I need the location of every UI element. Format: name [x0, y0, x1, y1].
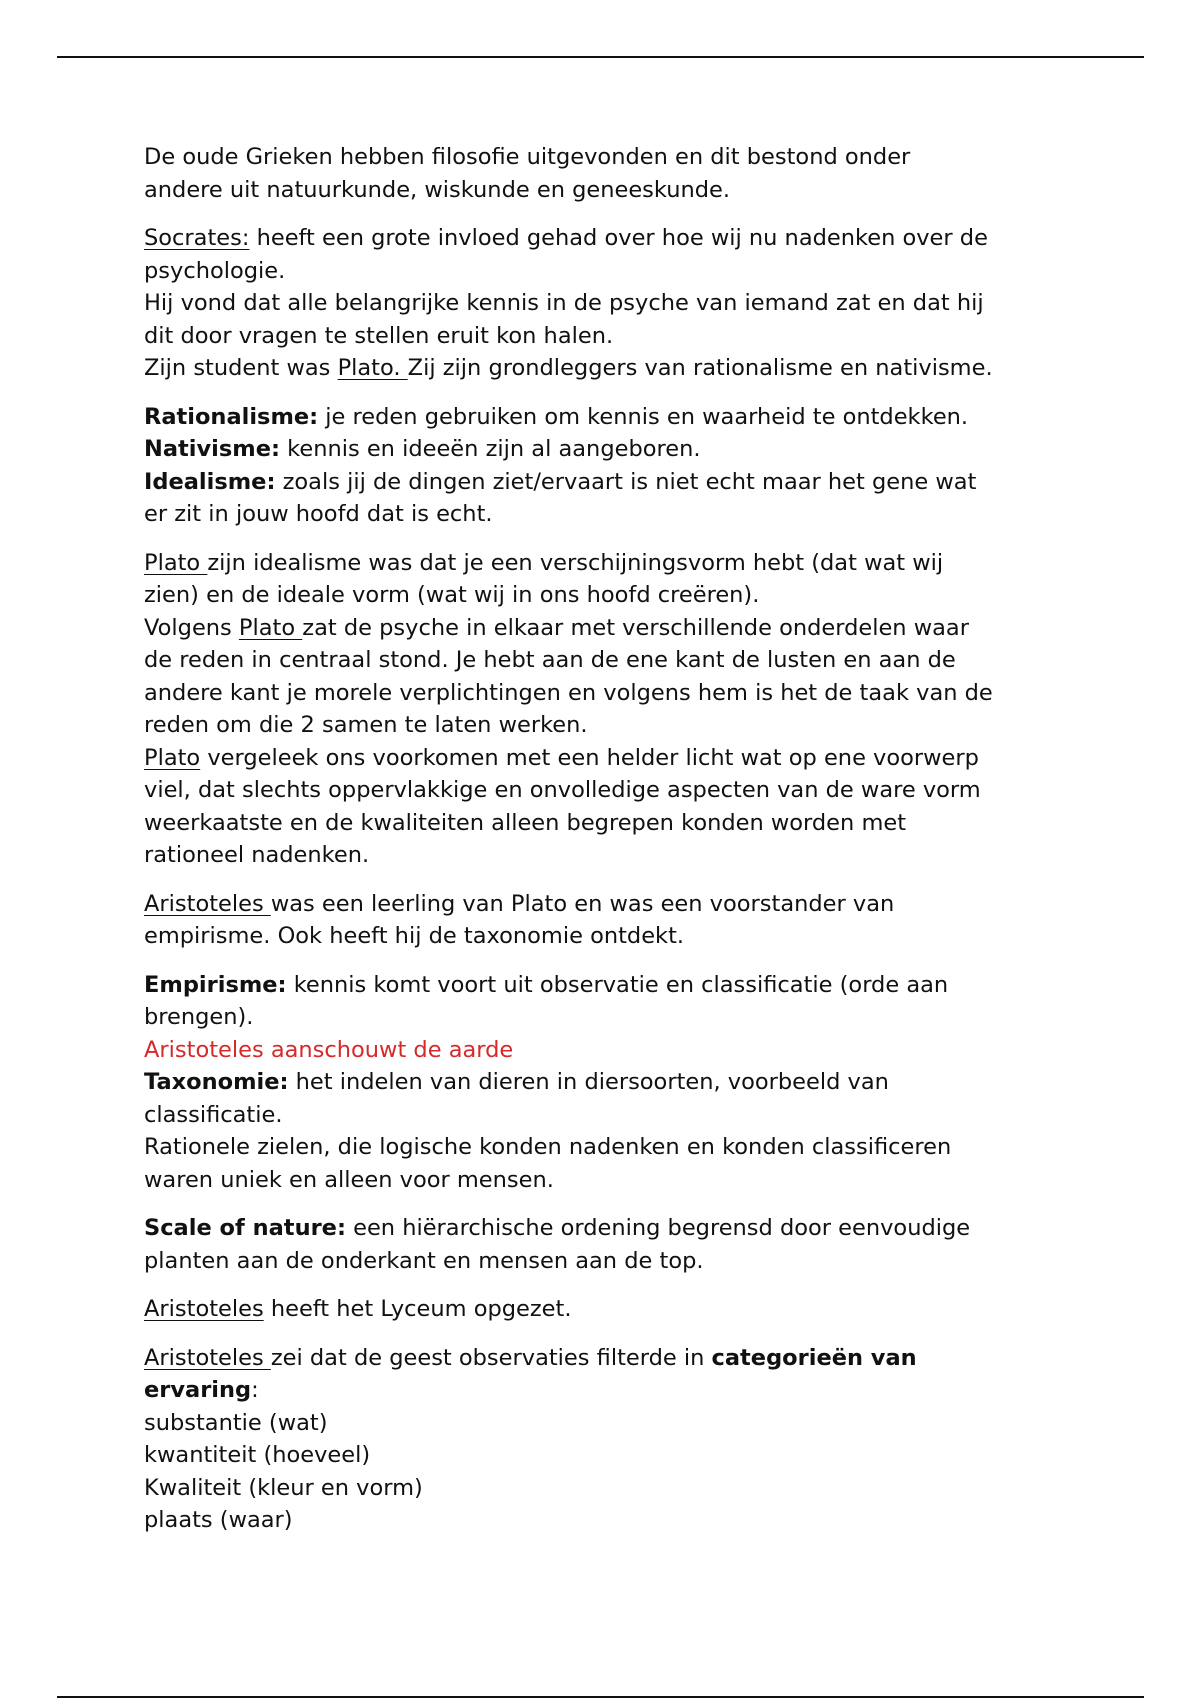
- text-run: Zijn student was: [144, 355, 338, 381]
- term-idealisme: Idealisme:: [144, 468, 276, 495]
- text-line: dit door vragen te stellen eruit kon halen.: [144, 322, 614, 349]
- text-line: [144, 547, 1084, 580]
- definition-scale-of-nature: [144, 1212, 1084, 1245]
- text-run: een hiërarchische ordening begrensd door eenvoudige: [345, 1215, 971, 1241]
- term-plato: Plato: [144, 744, 201, 771]
- term-aristoteles: Aristoteles: [144, 890, 271, 917]
- list-item: kwantiteit (hoeveel): [144, 1442, 371, 1468]
- paragraph-definitions: [144, 401, 1084, 531]
- text-run: het indelen van dieren in diersoorten, voorbeeld van: [288, 1069, 889, 1095]
- text-line: er zit in jouw hoofd dat is echt.: [144, 501, 493, 527]
- term-plato: Plato: [238, 614, 303, 641]
- text-line: Hij vond dat alle belangrijke kennis in de psyche van iemand zat en dat hij: [144, 290, 984, 316]
- paragraph-plato: [144, 547, 1084, 872]
- text-run: zei dat de geest observaties filterde in: [270, 1344, 712, 1371]
- text-run: Zij zijn grondleggers van rationalisme en nativisme.: [407, 355, 993, 381]
- text-line: [144, 222, 1084, 255]
- paragraph-socrates: [144, 222, 1084, 385]
- term-empirisme: Empirisme:: [144, 971, 287, 998]
- text-line: [144, 352, 1084, 385]
- list-item: Kwaliteit (kleur en vorm): [144, 1474, 423, 1501]
- term-rationalisme: Rationalisme:: [144, 403, 319, 430]
- text-line: viel, dat slechts oppervlakkige en onvolledige aspecten van de ware vorm: [144, 777, 981, 803]
- text-line: Rationele zielen, die logische konden nadenken en konden classificeren: [144, 1134, 952, 1160]
- list-item: plaats (waar): [144, 1507, 293, 1533]
- paragraph-lyceum: [144, 1293, 1084, 1326]
- text-run: je reden gebruiken om kennis en waarheid te ontdekken.: [318, 403, 969, 430]
- footer-rule: [57, 1696, 1144, 1698]
- text-line: planten aan de onderkant en mensen aan de top.: [144, 1247, 704, 1274]
- text-line: de reden in centraal stond. Je hebt aan de ene kant de lusten en aan de: [144, 647, 956, 673]
- text-run: was een leerling van Plato en was een voorstander van: [270, 890, 895, 917]
- definition-rationalisme: [144, 401, 1084, 434]
- term-scale-of-nature: Scale of nature:: [144, 1215, 346, 1241]
- text-run: :: [251, 1377, 259, 1403]
- text-line: [144, 742, 1084, 775]
- text-line: reden om die 2 samen te laten werken.: [144, 712, 588, 738]
- text-run: zoals jij de dingen ziet/ervaart is niet echt maar het gene wat: [275, 468, 977, 495]
- highlighted-line: Aristoteles aanschouwt de aarde: [144, 1036, 514, 1063]
- text-line: brengen).: [144, 1004, 254, 1030]
- text-run: kennis en ideeën zijn al aangeboren.: [279, 436, 701, 462]
- term-aristoteles: Aristoteles: [144, 1296, 264, 1322]
- paragraph-categories: [144, 1342, 1084, 1537]
- paragraph-empirisme: [144, 969, 1084, 1197]
- document-body: [144, 141, 1084, 1537]
- text-line: andere kant je morele verplichtingen en volgens hem is het de taak van de: [144, 679, 993, 706]
- text-line: classificatie.: [144, 1101, 283, 1128]
- list-item: substantie (wat): [144, 1409, 328, 1436]
- term-plato: Plato: [144, 549, 208, 576]
- text-line: andere uit natuurkunde, wiskunde en geneeskunde.: [144, 176, 731, 203]
- text-line: empirisme. Ook heeft hij de taxonomie ontdekt.: [144, 923, 685, 949]
- text-line: [144, 1342, 1084, 1375]
- term-socrates: Socrates:: [144, 225, 250, 251]
- header-rule: [57, 56, 1144, 58]
- text-run: vergeleek ons voorkomen met een helder licht wat op ene voorwerp: [200, 744, 979, 771]
- term-categories: ervaring: [144, 1377, 252, 1403]
- text-line: rationeel nadenken.: [144, 842, 370, 868]
- text-run: heeft het Lyceum opgezet.: [263, 1296, 572, 1322]
- term-taxonomie: Taxonomie:: [144, 1069, 289, 1095]
- paragraph-scale-of-nature: [144, 1212, 1084, 1277]
- text-run: Volgens: [144, 614, 239, 641]
- text-line: [144, 888, 1084, 921]
- term-aristoteles: Aristoteles: [144, 1344, 271, 1371]
- term-nativisme: Nativisme:: [144, 436, 280, 462]
- term-categories: categorieën van: [711, 1344, 917, 1371]
- text-line: psychologie.: [144, 257, 286, 284]
- term-plato: Plato.: [337, 355, 408, 381]
- text-line: De oude Grieken hebben filosofie uitgevonden en dit bestond onder: [144, 144, 911, 170]
- definition-nativisme: [144, 433, 1084, 466]
- text-line: [144, 1293, 1084, 1326]
- definition-taxonomie: [144, 1066, 1084, 1099]
- text-line: zien) en de ideale vorm (wat wij in ons hoofd creëren).: [144, 582, 760, 608]
- definition-empirisme: [144, 969, 1084, 1002]
- paragraph-aristoteles: [144, 888, 1084, 953]
- text-line: waren uniek en alleen voor mensen.: [144, 1166, 554, 1193]
- text-line: [144, 612, 1084, 645]
- definition-idealisme: [144, 466, 1084, 499]
- text-run: zat de psyche in elkaar met verschillende onderdelen waar: [302, 614, 969, 641]
- paragraph-intro: [144, 141, 1084, 206]
- text-line: weerkaatste en de kwaliteiten alleen begrepen konden worden met: [144, 809, 907, 836]
- text-run: kennis komt voort uit observatie en classificatie (orde aan: [286, 971, 949, 998]
- text-run: zijn idealisme was dat je een verschijningsvorm hebt (dat wat wij: [207, 549, 944, 576]
- text-run: heeft een grote invloed gehad over hoe wij nu nadenken over de: [249, 225, 988, 251]
- text-line: [144, 1374, 1084, 1407]
